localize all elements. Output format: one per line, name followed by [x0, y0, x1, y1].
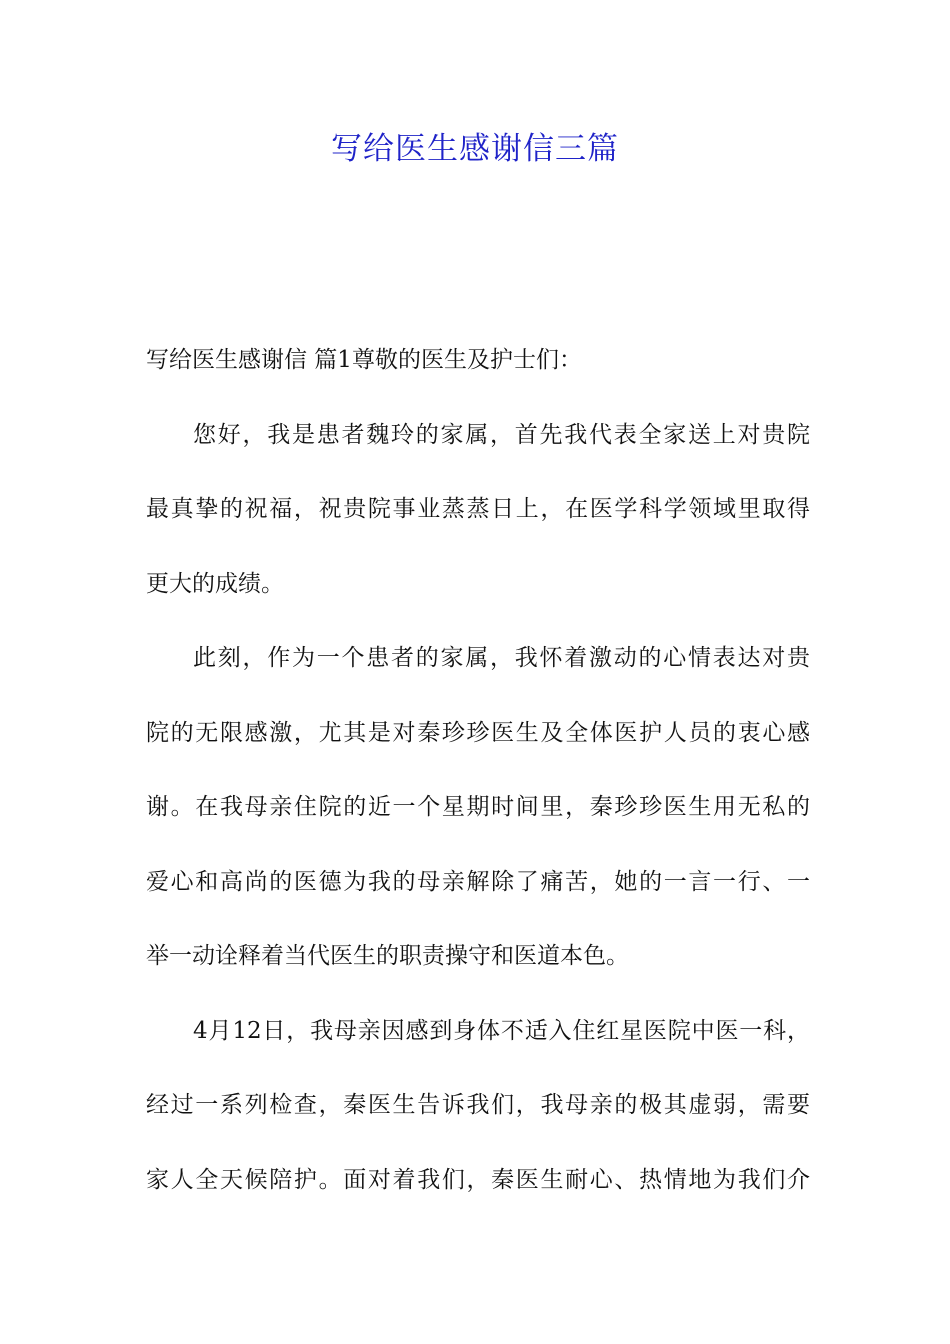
- paragraph-line: 最真挚的祝福，祝贵院事业蒸蒸日上，在医学科学领域里取得: [146, 496, 810, 522]
- paragraph-line: 谢。在我母亲住院的近一个星期时间里，秦珍珍医生用无私的: [146, 794, 810, 820]
- paragraph-line: 您好，我是患者魏玲的家属，首先我代表全家送上对贵院: [193, 421, 810, 448]
- paragraph-line: 院的无限感激，尤其是对秦珍珍医生及全体医护人员的衷心感: [146, 719, 810, 746]
- paragraph-line: 经过一系列检查，秦医生告诉我们，我母亲的极其虚弱，需要: [146, 1092, 810, 1118]
- document-title: 写给医生感谢信三篇: [331, 131, 619, 167]
- paragraph-line: 更大的成绩。: [146, 570, 284, 597]
- paragraph-line: 爱心和高尚的医德为我的母亲解除了痛苦，她的一言一行、一: [146, 868, 810, 895]
- document-body: [146, 342, 810, 1236]
- paragraph-line-heading: 写给医生感谢信 篇1尊敬的医生及护士们：: [146, 347, 582, 373]
- paragraph-line: 家人全天候陪护。面对着我们，秦医生耐心、热情地为我们介: [146, 1166, 810, 1193]
- paragraph-line: 4月12日，我母亲因感到身体不适入住红星医院中医一科，: [193, 1017, 810, 1044]
- paragraph-line: 举一动诠释着当代医生的职责操守和医道本色。: [146, 943, 629, 969]
- paragraph-line: 此刻，作为一个患者的家属，我怀着激动的心情表达对贵: [193, 645, 810, 671]
